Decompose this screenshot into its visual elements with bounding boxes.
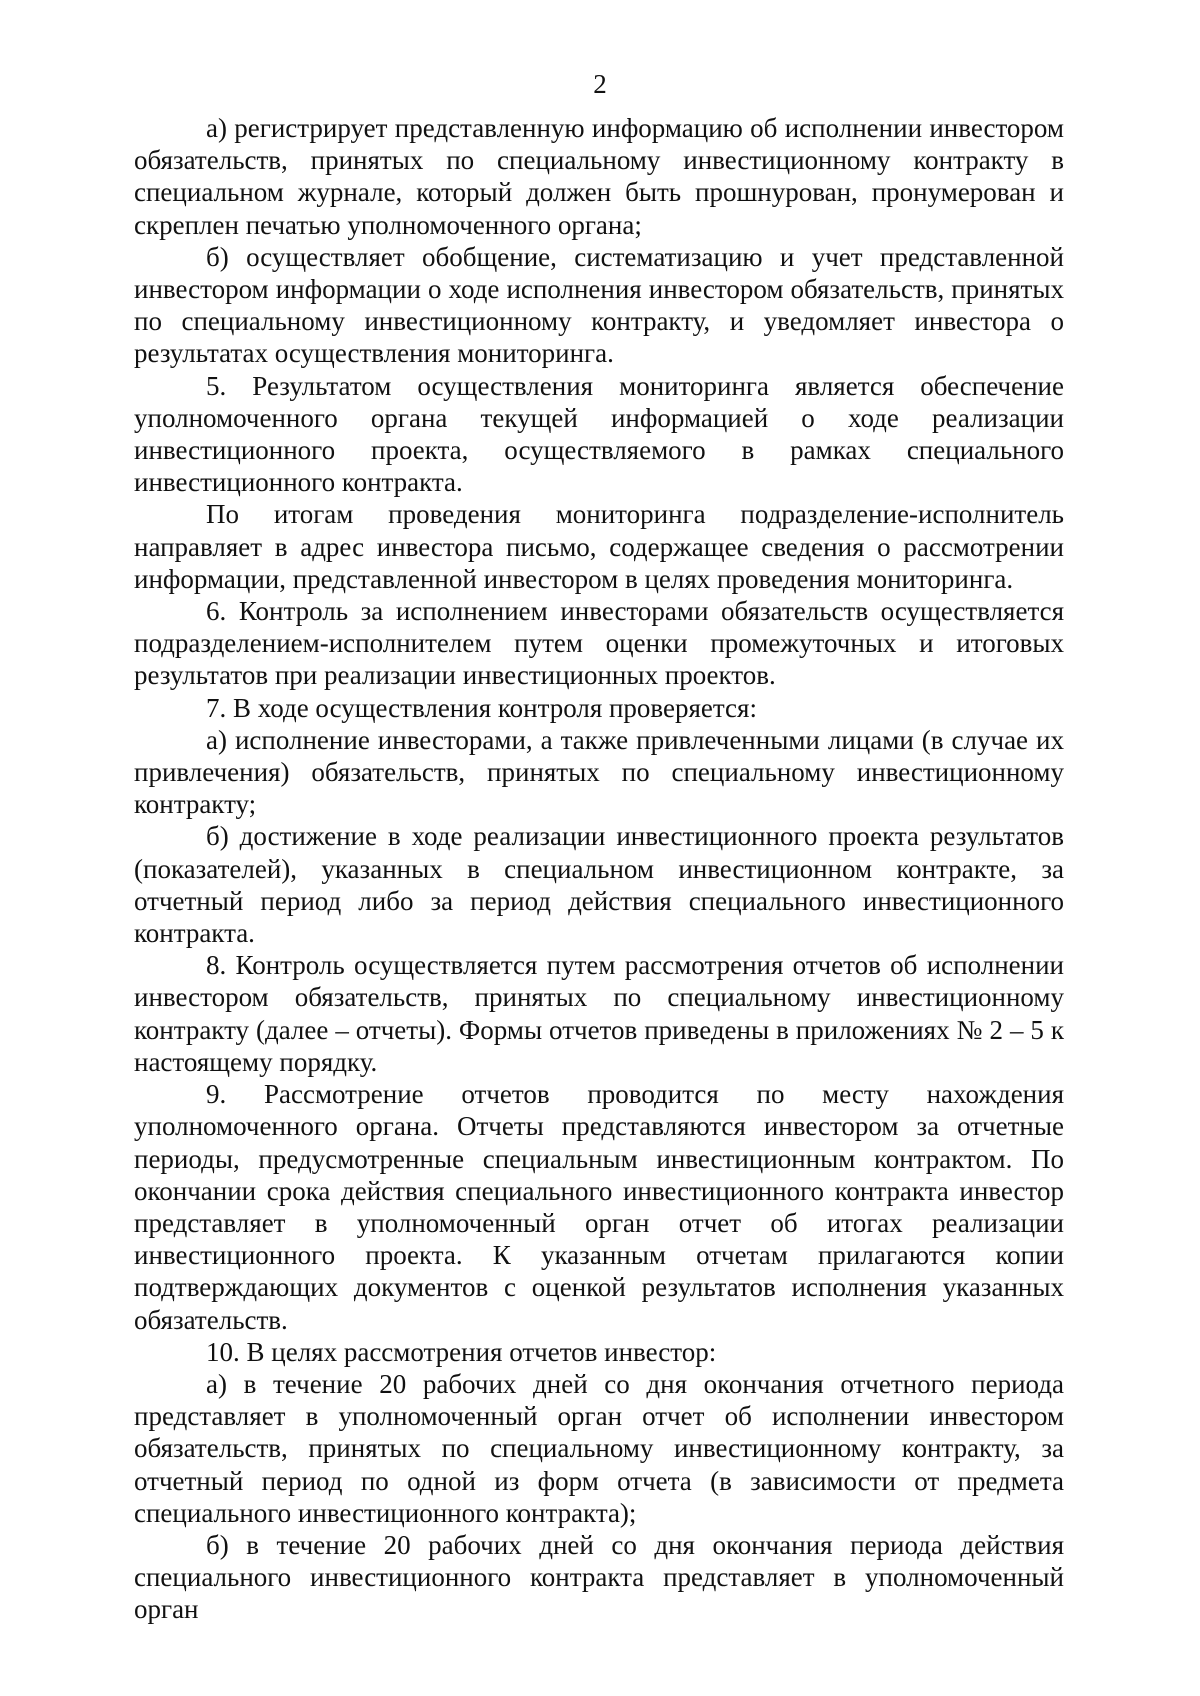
paragraph-5: 5. Результатом осуществления мониторинга является обеспечение уполномоченного органа текущей информацией о ходе реализации инвестиционного проекта, осуществляемого в рамках специального инвестиционного контракта. [134, 370, 1064, 498]
paragraph-7b: б) достижение в ходе реализации инвестиционного проекта результатов (показателей), указанных в специальном инвестиционном контракте, за отчетный период либо за период действия специального инвестиционного контракта. [134, 821, 1064, 949]
paragraph-10a: а) в течение 20 рабочих дней со дня окончания отчетного периода представляет в уполномоченный орган отчет об исполнении инвестором обязательств, принятых по специальному инвестиционному контракту, за отчетный период по одной из форм отчета (в зависимости от предмета специального инвестиционного контракта); [134, 1368, 1064, 1528]
paragraph-4b: б) осуществляет обобщение, систематизацию и учет представленной инвестором информации о ходе исполнения инвестором обязательств, принятых по специальному инвестиционному контракту, и уведомляет инвестора о результатах осуществления мониторинга. [134, 241, 1064, 369]
paragraph-7: 7. В ходе осуществления контроля проверяется: [206, 692, 757, 723]
paragraph-7a: а) исполнение инвесторами, а также привлеченными лицами (в случае их привлечения) обязательств, принятых по специальному инвестиционному контракту; [134, 724, 1064, 820]
paragraph-10: 10. В целях рассмотрения отчетов инвестор: [206, 1336, 717, 1367]
paragraph-4a: а) регистрирует представленную информацию об исполнении инвестором обязательств, принятых по специальному инвестиционному контракту в специальном журнале, который должен быть прошнурован, пронумерован и скреплен печатью уполномоченного органа; [134, 113, 1064, 240]
paragraph-8: 8. Контроль осуществляется путем рассмотрения отчетов об исполнении инвестором обязательств, принятых по специальному инвестиционному контракту (далее – отчеты). Формы отчетов приведены в приложениях № 2 – 5 к настоящему порядку. [134, 950, 1064, 1077]
paragraph-9: 9. Рассмотрение отчетов проводится по месту нахождения уполномоченного органа. Отчеты представляются инвестором за отчетные периоды, предусмотренные специальным инвестиционным контрактом. По окончании срока действия специального инвестиционного контракта инвестор представляет в уполномоченный орган отчет об итогах реализации инвестиционного проекта. К указанным отчетам прилагаются копии подтверждающих документов с оценкой результатов исполнения указанных обязательств. [134, 1079, 1064, 1335]
document-body [134, 112, 1064, 1626]
paragraph-10b: б) в течение 20 рабочих дней со дня окончания периода действия специального инвестиционного контракта представляет в уполномоченный орган [134, 1529, 1064, 1625]
paragraph-6: 6. Контроль за исполнением инвесторами обязательств осуществляется подразделением-исполнителем путем оценки промежуточных и итоговых результатов при реализации инвестиционных проектов. [134, 596, 1064, 691]
page-number: 2 [593, 69, 607, 99]
paragraph-5-continued: По итогам проведения мониторинга подразделение-исполнитель направляет в адрес инвестора письмо, содержащее сведения о рассмотрении информации, представленной инвестором в целях проведения мониторинга. [134, 499, 1064, 594]
